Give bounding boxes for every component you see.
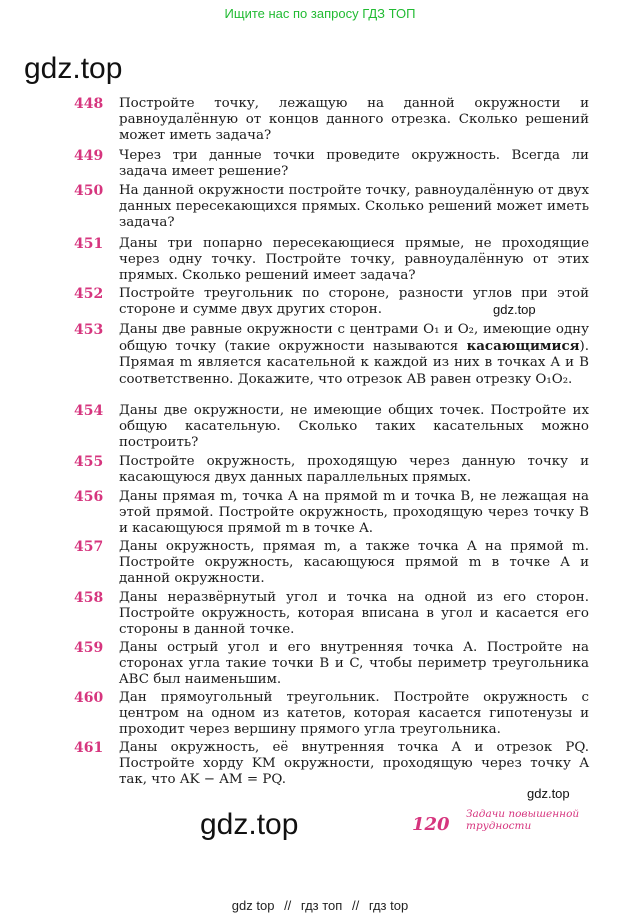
problem-number: 454 [74, 403, 104, 419]
problem-number: 448 [74, 96, 104, 112]
problem-text: Даны прямая m, точка A на прямой m и точка B, не лежащая на этой прямой. Постройте окружность, проходящую через точку B и касающуюся прямой m в точке A. [119, 489, 589, 537]
problem-number: 452 [74, 286, 104, 302]
watermark-logo-top: gdz.top [24, 52, 123, 85]
page-number: 120 [412, 814, 450, 835]
problem-number: 455 [74, 454, 104, 470]
problem-text: Даны три попарно пересекающиеся прямые, не проходящие через одну точку. Постройте точку, равноудалённую от этих прямых. Сколько решений имеет задача? [119, 236, 589, 284]
problem-number: 459 [74, 640, 104, 656]
section-label: Задачи повышенной трудности [466, 808, 580, 832]
separator: // [284, 898, 292, 913]
problem-text: Через три данные точки проведите окружность. Всегда ли задача имеет решение? [119, 148, 589, 180]
search-banner[interactable]: Ищите нас по запросу ГДЗ ТОП [224, 6, 416, 21]
term-bold: касающимися [466, 338, 580, 355]
link-gdz-top[interactable]: gdz top [231, 898, 275, 913]
problem-number: 457 [74, 539, 104, 555]
problem-text: Даны окружность, её внутренняя точка A и отрезок PQ. Постройте хорду KM окружности, проходящую через точку A так, что AK − AM = PQ. [119, 740, 589, 788]
problem-text-part: Даны две равные окружности с центрами O₁ и O₂, имеющие одну общую точку (такие окружности называются [119, 322, 589, 355]
problem-number: 449 [74, 148, 104, 164]
problem-text: Постройте точку, лежащую на данной окружности и равноудалённую от концов данного отрезка. Сколько решений может иметь задача? [119, 96, 589, 144]
problem-text: Даны острый угол и его внутренняя точка A. Постройте на сторонах угла такие точки B и C, чтобы периметр треугольника ABC был наименьшим. [119, 640, 589, 688]
watermark-logo-bottom: gdz.top [200, 808, 299, 841]
problem-text: На данной окружности постройте точку, равноудалённую от двух данных пересекающихся прямых. Сколько решений может иметь задача? [119, 183, 589, 231]
problem-number: 451 [74, 236, 104, 252]
problem-text: Даны две окружности, не имеющие общих точек. Постройте их общую касательную. Сколько таких касательных можно построить? [119, 403, 589, 451]
link-gdz-top-mixed[interactable]: гдз top [368, 898, 409, 913]
problem-number: 461 [74, 740, 104, 756]
problem-number: 460 [74, 690, 104, 706]
problem-number: 450 [74, 183, 104, 199]
problem-number: 456 [74, 489, 104, 505]
problem-text: Даны окружность, прямая m, а также точка A на прямой m. Постройте окружность, касающуюся прямой m в точке A и данной окружности. [119, 539, 589, 587]
watermark-logo-small: gdz.top [527, 786, 570, 801]
separator: // [351, 898, 360, 913]
problem-text: Даны неразвёрнутый угол и точка на одной из его сторон. Постройте окружность, которая вписана в угол и касается его стороны в данной точке. [119, 590, 589, 638]
problem-text: Постройте треугольник по стороне, разности углов при этой стороне и сумме двух других сторон. [119, 286, 589, 318]
watermark-logo-small: gdz.top [493, 302, 536, 317]
link-gdz-top-ru[interactable]: гдз топ [300, 898, 343, 913]
problem-text: Постройте окружность, проходящую через данную точку и касающуюся двух данных параллельных прямых. [119, 454, 589, 486]
problem-number: 458 [74, 590, 104, 606]
problem-number: 453 [74, 322, 104, 338]
bottom-links [0, 898, 640, 913]
problem-text [119, 322, 589, 388]
problem-text-part: ). Прямая m является касательной к каждой из них в точках A и B соответственно. Докажите, что отрезок AB равен отрезку O₁O₂. [119, 339, 589, 387]
problem-text: Дан прямоугольный треугольник. Постройте окружность с центром на одном из катетов, которая касается гипотенузы и проходит через вершину прямого угла треугольника. [119, 690, 589, 738]
